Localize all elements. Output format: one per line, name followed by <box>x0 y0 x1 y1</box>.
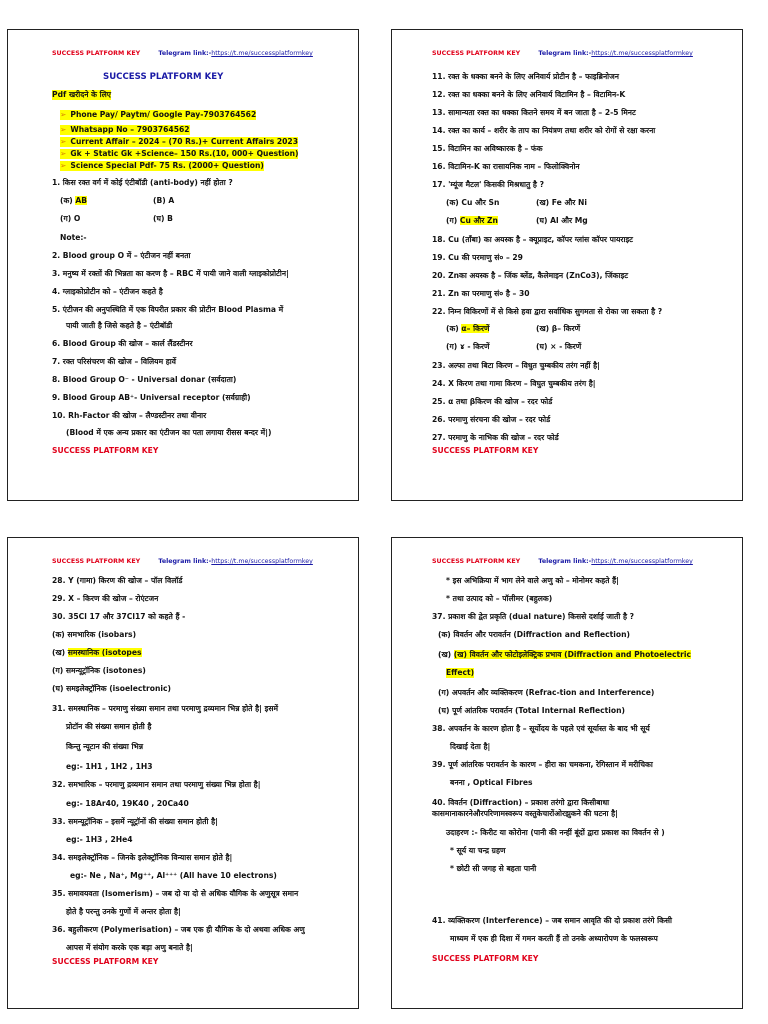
fact-line: बनना , Optical Fibres <box>450 778 533 787</box>
fact-line: 21. Zn का परमाणु सं० है – 30 <box>432 289 530 298</box>
footer-brand: SUCCESS PLATFORM KEY <box>52 446 159 455</box>
fact-line: 28. Y (गामा) किरण की खोज – पॉल विलॉर्ड <box>52 576 183 585</box>
arrow-icon: ➢ <box>60 149 67 158</box>
telegram-link[interactable]: https://t.me/successplatformkey <box>591 50 693 57</box>
page-title: SUCCESS PLATFORM KEY <box>103 72 224 82</box>
arrow-icon: ➢ <box>60 110 67 119</box>
option: (ख) Fe और Ni <box>536 198 587 207</box>
example-line: eg:- 18Ar40, 19K40 , 20Ca40 <box>66 799 189 808</box>
fact-line: 35. समावयवता (Isomerism) – जब दो या दो से अधिक यौगिक के अणुसूत्र समान <box>52 889 299 898</box>
fact-line: 18. Cu (ताँबा) का अयस्क है – क्यूप्राइट, कॉपर ग्लांस कॉपर पायराइट <box>432 235 633 244</box>
arrow-icon: ➢ <box>60 125 67 134</box>
fact-line: 41. व्यक्तिकरण (Interference) – जब समान आवृति की दो प्रकाश तरंगे किसी <box>432 916 673 925</box>
fact-line: होते है परन्तु उनके गुणों में अन्तर होता है| <box>66 907 181 916</box>
option: (क) α– किरणें <box>446 324 490 333</box>
option: (घ) Al और Mg <box>536 216 588 225</box>
example-line: उदाहरण :- किरीट या कोरोना (पानी की नन्हीं बूंदों द्वारा प्रकाश का विवर्तन से ) <box>446 828 665 837</box>
fact-line: किन्तु न्यूटान की संख्या भिन्न <box>66 742 144 751</box>
example-line: eg:- 1H1 , 1H2 , 1H3 <box>66 762 153 771</box>
buy-item: ➢ Science Special Pdf- 75 Rs. (2000+ Question) <box>60 161 264 170</box>
fact-line: 31. समस्थानिक – परमाणु संख्या समान तथा परमाणु द्रव्यमान भिन्न होते है| इसमें <box>52 704 278 713</box>
note-label: Note:- <box>60 233 87 242</box>
question-line: 37. प्रकाश की द्वेत प्रकृति (dual nature) किससे दर्शाई जाती है ? <box>432 612 635 621</box>
option-continued: Effect) <box>446 668 475 677</box>
telegram-label: Telegram link:- <box>158 558 212 565</box>
brand-label: SUCCESS PLATFORM KEY <box>432 558 521 565</box>
fact-line: 4. ग्लाइकोप्रोटीन को – एंटीजन कहते है <box>52 287 163 296</box>
buy-item: ➢ Current Affair – 2024 – (70 Rs.)+ Current Affairs 2023 <box>60 137 298 146</box>
question-line: 22. निम्न विकिरणों में से किसे हवा द्वारा सर्वाधिक सुगमता से रोका जा सकता है ? <box>432 307 663 316</box>
brand-label: SUCCESS PLATFORM KEY <box>432 50 521 57</box>
buy-item: ➢ Whatsapp No – 7903764562 <box>60 125 190 134</box>
fact-line: 24. X किरण तथा गामा किरण – विघुत चुम्बकीय तरंग है| <box>432 379 596 388</box>
fact-line: 16. विटामिन-K का रासायनिक नाम – फिलोक्विनोन <box>432 162 580 171</box>
fact-line: आपस में संयोग करके एक बड़ा अणु बनाते है| <box>66 943 193 952</box>
telegram-label: Telegram link:- <box>538 50 592 57</box>
page-header <box>52 558 313 565</box>
example-line: eg:- Ne , Na⁺, Mg⁺⁺, Al⁺⁺⁺ (All have 10 electrons) <box>70 871 277 880</box>
fact-line: 38. अपवर्तन के कारण होता है – सूर्योदय के पहले एवं सूर्यास्त के बाद भी सूर्य <box>432 724 650 733</box>
question-line: 30. 35Cl 17 और 37Cl17 को कहते हैं - <box>52 612 186 621</box>
fact-line: पायी जाती है जिसे कहते है – एंटीबॉडी <box>66 321 173 330</box>
option: (ग) समन्यूट्रॉनिक (isotones) <box>52 666 146 675</box>
brand-label: SUCCESS PLATFORM KEY <box>52 558 141 565</box>
example-line: * सूर्य या चन्द्र ग्रहण <box>450 846 506 855</box>
option: (ख) (ख) विवर्तन और फोटोइलेक्ट्रिक प्रभाव (Diffraction and Photoelectric <box>438 650 692 659</box>
option: (ग) अपवर्तन और व्यक्तिकरण (Refrac-tion and Interference) <box>438 688 655 697</box>
fact-line: 14. रक्त का कार्य – शरीर के ताप का नियंत्रण तथा शरीर को रोगों से रक्षा करना <box>432 126 656 135</box>
fact-line: 25. α तथा βकिरण की खोज – रदर फोर्ड <box>432 397 553 406</box>
fact-line: दिखाई देता है| <box>450 742 491 751</box>
fact-line: 2. Blood group O में – एंटीजन नहीं बनता <box>52 251 191 260</box>
page-header <box>52 50 313 57</box>
document-page-4 <box>391 537 743 1009</box>
footer-brand: SUCCESS PLATFORM KEY <box>52 957 159 966</box>
buy-item: ➢ Phone Pay/ Paytm/ Google Pay-7903764562 <box>60 110 257 119</box>
fact-line: 13. सामान्यता रक्त का धक्का कितने समय में बन जाता है – 2-5 मिनट <box>432 108 636 117</box>
fact-line: 3. मनुष्य में रक्तों की भिन्नता का करण है – RBC में पायी जाने वाली ग्लाइकोप्रोटीन| <box>52 269 289 278</box>
fact-line: 6. Blood Group की खोज – कार्ल लैंडस्टीनर <box>52 339 193 348</box>
footer-brand: SUCCESS PLATFORM KEY <box>432 954 539 963</box>
option: (घ) × - किरणें <box>536 342 582 351</box>
document-page-3 <box>7 537 359 1009</box>
option: (ग) ɤ - किरणें <box>446 342 490 351</box>
telegram-link[interactable]: https://t.me/successplatformkey <box>211 558 313 565</box>
fact-line: 40. विवर्तन (Diffraction) – प्रकाश तरंगो द्वारा किसीबाधा <box>432 798 610 807</box>
option: (घ) B <box>153 214 173 223</box>
question-line: 1. किस रक्त वर्ग में कोई एंटीबॉडी (anti-body) नहीं होता ? <box>52 178 233 187</box>
telegram-label: Telegram link:- <box>158 50 212 57</box>
fact-line: 32. समभारिक – परमाणु द्रव्यमान समान तथा परमाणु संख्या भिन्न होता है| <box>52 780 261 789</box>
footer-brand: SUCCESS PLATFORM KEY <box>432 446 539 455</box>
fact-line: 11. रक्त के धक्का बनने के लिए अनिवार्य प्रोटीन है – फाइब्रिनोजन <box>432 72 619 81</box>
option: (ग) O <box>60 214 81 223</box>
telegram-link[interactable]: https://t.me/successplatformkey <box>211 50 313 57</box>
fact-line: 19. Cu की परमाणु सं० – 29 <box>432 253 523 262</box>
fact-line: 8. Blood Group O⁻ - Universal donar (सर्वदाता) <box>52 375 237 384</box>
fact-line: (Blood में एक अन्य प्रकार का एंटीजन का पता लगाया रीसस बन्दर में|) <box>66 428 272 437</box>
option: (क) विवर्तन और परावर्तन (Diffraction and Reflection) <box>438 630 630 639</box>
fact-line: 9. Blood Group AB⁺- Universal receptor (सर्वग्राही) <box>52 393 251 402</box>
option: (क) Cu और Sn <box>446 198 500 207</box>
option: (क) समभारिक (isobars) <box>52 630 137 639</box>
option: (ख) समस्थानिक (isotopes <box>52 648 142 657</box>
fact-line: 20. Znका अयस्क है – जिंक ब्लेंड, कैलेमाइन (ZnCo3), जिंकाइट <box>432 271 629 280</box>
fact-line: 27. परमाणु के नाभिक की खोज – रदर फोर्ड <box>432 433 559 442</box>
fact-line: माध्यम में एक ही दिशा में गमन करती हैं तो उनके अध्यारोपण के फलस्वरूप <box>450 934 658 943</box>
fact-line: कासमानाकारनेऔरपरिणामस्वरूप वस्तुकेचारोंओरझुकने की घटना है| <box>432 809 618 818</box>
fact-line: 7. रक्त परिसंचरण की खोज – विलियम हार्वे <box>52 357 176 366</box>
page-header <box>432 558 693 565</box>
telegram-label: Telegram link:- <box>538 558 592 565</box>
fact-line: 34. समइलेक्ट्रॉनिक – जिनके इलेक्ट्रॉनिक विन्यास समान होते है| <box>52 853 233 862</box>
fact-line: 12. रक्त का धक्का बनने के लिए अनिवार्य विटामिन है – विटामिन-K <box>432 90 626 99</box>
fact-line: 5. एंटीजन की अनुपस्थिति में एक विपरीत प्रकार की प्रोटीन Blood Plasma में <box>52 305 284 314</box>
option: (घ) पूर्ण आंतरिक परावर्तन (Total Internal Reflection) <box>438 706 625 715</box>
fact-line: 36. बहुलीकरण (Polymerisation) – जब एक ही यौगिक के दो अथवा अधिक अणु <box>52 925 305 934</box>
example-line: eg:- 1H3 , 2He4 <box>66 835 133 844</box>
fact-line: 39. पूर्ण आंतरिक परावर्तन के कारण – हीरा का चमकना, रेगिस्तान में मरीचिका <box>432 760 653 769</box>
buy-heading: Pdf खरीदने के लिए <box>52 90 111 99</box>
option: (ख) β– किरणें <box>536 324 581 333</box>
fact-line: प्रोटॉन की संख्या समान होती है <box>66 722 152 731</box>
fact-line: 23. अल्फा तथा बिटा किरण – विधुत चुम्बकीय तरंग नहीं है| <box>432 361 600 370</box>
arrow-icon: ➢ <box>60 161 67 170</box>
fact-line: 26. परमाणु संरचना की खोज – रदर फोर्ड <box>432 415 551 424</box>
option: (घ) समइलेक्ट्रॉनिक (isoelectronic) <box>52 684 172 693</box>
option: (ग) Cu और Zn <box>446 216 498 225</box>
document-page-1 <box>7 29 359 501</box>
question-line: 17. 'म्यूंज मैटल' किसकी मिश्रधातु है ? <box>432 180 545 189</box>
buy-item: ➢ Gk + Static Gk +Science– 150 Rs.(10, 000+ Question) <box>60 149 299 158</box>
fact-line: 29. X – किरण की खोज – रोएंटजन <box>52 594 159 603</box>
fact-line: 10. Rh-Factor की खोज – लैण्डस्टीनर तथा वीनार <box>52 411 207 420</box>
fact-line: 15. विटामिन का अविष्कारक है – फंक <box>432 144 543 153</box>
fact-line: * इस अभिक्रिया में भाग लेने वाले अणु को – मोनोमर कहते हैं| <box>446 576 619 585</box>
page-header <box>432 50 693 57</box>
option: (क) AB <box>60 196 88 205</box>
fact-line: * तथा उत्पाद को – पॉलीमर (बहुलक) <box>446 594 553 603</box>
arrow-icon: ➢ <box>60 137 67 146</box>
brand-label: SUCCESS PLATFORM KEY <box>52 50 141 57</box>
fact-line: 33. समन्यूट्रॉनिक – इसमें न्यूट्रॉनों की संख्या समान होती है| <box>52 817 218 826</box>
telegram-link[interactable]: https://t.me/successplatformkey <box>591 558 693 565</box>
option: (B) A <box>153 196 175 205</box>
document-page-2 <box>391 29 743 501</box>
example-line: * छोटी सी जगह से बहता पानी <box>450 864 537 873</box>
